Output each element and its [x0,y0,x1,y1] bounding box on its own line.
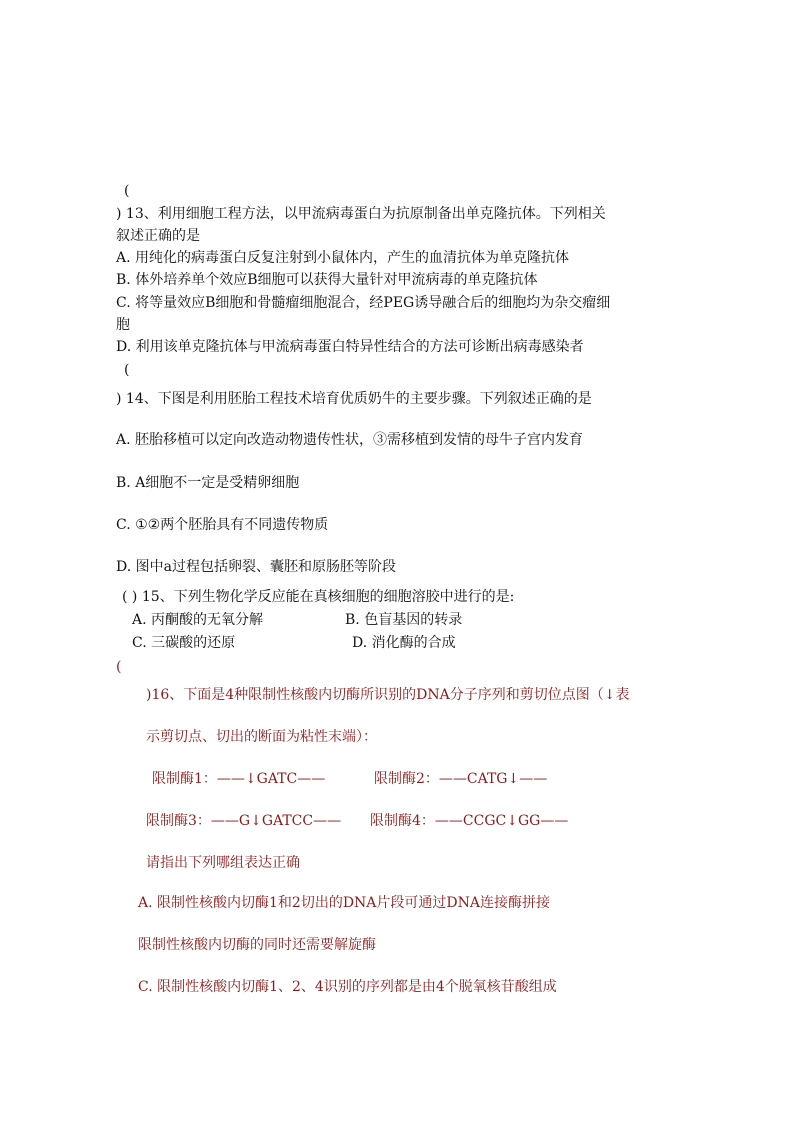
q14-option-c: C. ①②两个胚胎具有不同遗传物质 [116,517,329,533]
q15-option-b: B. 色盲基因的转录 [345,612,463,628]
q15-option-d: D. 消化酶的合成 [352,635,456,651]
q16-option-b: 限制性核酸内切酶的同时还需要解旋酶 [138,937,376,953]
q13-option-b: B. 体外培养单个效应B细胞可以获得大量针对甲流病毒的单克隆抗体 [116,272,538,288]
q13-option-c-line2: 胞 [116,317,130,333]
q16-stem-line2: 示剪切点、切出的断面为粘性末端）： [146,729,377,745]
q16-option-a: A. 限制性核酸内切酶1和2切出的DNA片段可通过DNA连接酶拼接 [138,895,550,911]
q16-paren-open: ( [116,659,122,675]
q14-stem: ) 14、下图是利用胚胎工程技术培育优质奶牛的主要步骤。下列叙述正确的是 [116,391,592,407]
q13-paren-open: ( [124,183,130,199]
q13-stem-line2: 叙述正确的是 [116,228,200,244]
q15-option-c: C. 三碳酸的还原 [132,635,236,651]
q16-enzyme-4: 限制酶4：——CCGC↓GG—— [370,813,569,829]
q13-option-a: A. 用纯化的病毒蛋白反复注射到小鼠体内，产生的血清抗体为单克隆抗体 [116,250,570,266]
q16-enzyme-3: 限制酶3：——G↓GATCC—— [146,813,342,829]
q13-option-d: D. 利用该单克隆抗体与甲流病毒蛋白特异性结合的方法可诊断出病毒感染者 [116,339,584,355]
q16-enzyme-2: 限制酶2：——CATG↓—— [374,771,548,787]
q16-enzyme-1: 限制酶1：——↓GATC—— [152,771,326,787]
q14-option-a: A. 胚胎移植可以定向改造动物遗传性状，③需移植到发情的母牛子宫内发育 [116,432,584,448]
q14-paren-open: ( [124,362,130,378]
q15-option-a: A. 丙酮酸的无氧分解 [132,612,264,628]
q14-option-b: B. A细胞不一定是受精卵细胞 [116,475,300,491]
q16-prompt: 请指出下列哪组表达正确 [146,855,300,871]
q13-stem-line1: ) 13、利用细胞工程方法，以甲流病毒蛋白为抗原制备出单克隆抗体。下列相关 [116,206,606,222]
q16-stem-line1: )16、下面是4种限制性核酸内切酶所识别的DNA分子序列和剪切位点图（↓表 [146,687,630,703]
q16-option-c: C. 限制性核酸内切酶1、2、4识别的序列都是由4个脱氧核苷酸组成 [138,979,557,995]
q13-option-c-line1: C. 将等量效应B细胞和骨髓瘤细胞混合，经PEG诱导融合后的细胞均为杂交瘤细 [116,295,611,311]
q15-stem: ( ) 15、下列生物化学反应能在真核细胞的细胞溶胶中进行的是: [122,589,515,605]
q14-option-d: D. 图中a过程包括卵裂、囊胚和原肠胚等阶段 [116,559,396,575]
